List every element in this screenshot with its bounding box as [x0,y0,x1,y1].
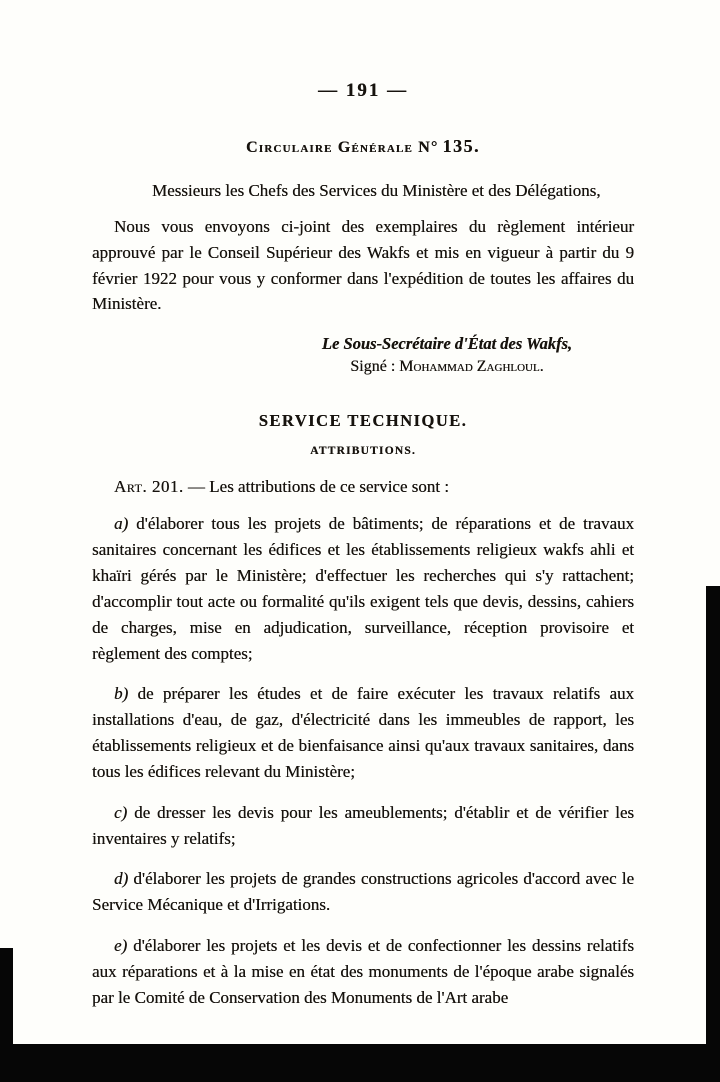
article-heading-text: — Les attributions de ce service sont : [187,477,449,497]
page-content [92,80,634,1025]
item-text-d: d'élaborer les projets de grandes constructions agricoles d'accord avec le Service Mécanique et d'Irrigations. [92,869,635,915]
article-heading [92,477,634,497]
circular-title-number: 135. [442,136,480,156]
scan-edge-right [706,586,720,1082]
page-number: — 191 — [318,80,408,101]
attribution-item-e [92,933,634,1010]
item-text-e: d'élaborer les projets et les devis et de confectionner les dessins relatifs aux réparations et à la mise en état des monuments de l'époque arabe signalés par le Comité de Conservation des Monuments de l'Art arabe [92,936,635,1007]
item-label-d: d) [114,869,129,889]
attribution-item-d [92,866,634,918]
signature-name: Mohammad Zaghloul. [399,358,544,376]
item-label-e: e) [114,936,128,955]
intro-paragraph: Nous vous envoyons ci-joint des exemplaires du règlement intérieur approuvé par le Conseil Supérieur des Wakfs et mis en vigueur à partir du 9 février 1922 pour vous y conformer dans l'expédition de toutes les affaires du Ministère. [92,217,634,314]
signature-title: Le Sous-Secrétaire d'État des Wakfs, [321,334,572,354]
scan-edge-bottom [0,1044,720,1082]
item-label-c: c) [114,802,128,822]
circular-title-label: Circulaire Générale N° [246,139,439,156]
item-text-a: d'élaborer tous les projets de bâtiments; de réparations et de travaux sanitaires concernant les édifices et les établissements religieux wakfs ahli et khaïri gérés par le Ministère; d'effectuer les recherches qui s'y rattachent; d'accomplir tout acte ou formalité qu'ils exigent tels que devis, dessins, cahiers de charges, mise en adjudication, surveillance, réception provisoire et règlement des comptes; [92,514,635,663]
salutation-line: Messieurs les Chefs des Services du Ministère et des Délégations, [152,181,601,200]
circular-title [92,136,634,157]
signature-prefix: Signé : [350,358,396,376]
signature-name-line [322,355,572,379]
item-text-c: de dresser les devis pour les ameublements; d'établir et de vérifier les inventaires y relatifs; [92,802,634,848]
attribution-item-c [92,800,634,852]
article-number: Art. 201. [114,477,184,497]
item-label-b: b) [114,684,129,704]
section-title: SERVICE TECHNIQUE. [258,411,468,431]
section-subtitle: ATTRIBUTIONS. [310,445,416,458]
item-label-a: a) [114,514,129,534]
attribution-item-a [92,511,634,666]
signature-block [322,332,572,379]
attribution-item-b [92,681,634,784]
item-text-b: de préparer les études et de faire exécuter les travaux relatifs aux installations d'eau, de gaz, d'électricité dans les immeubles de rapport, les établissements religieux et de bienfaisance ainsi qu'aux travaux sanitaires, dans tous les édifices relevant du Ministère; [92,684,634,781]
